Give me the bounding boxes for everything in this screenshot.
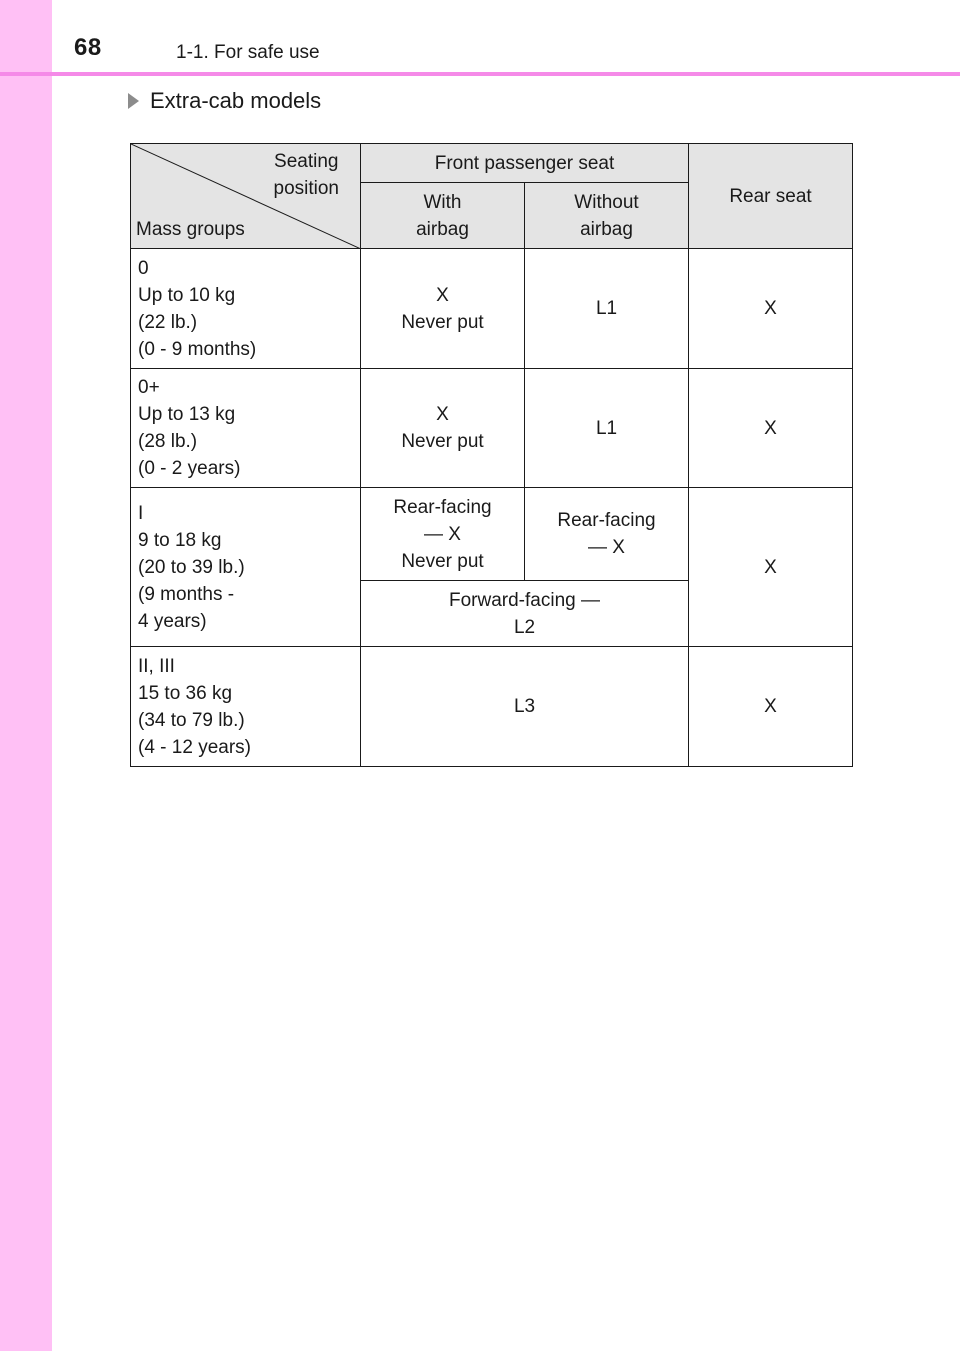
forward-facing-cell: Forward-facing — L2 xyxy=(361,581,689,647)
header-rule xyxy=(0,72,960,76)
mass-groups-label: Mass groups xyxy=(136,219,245,240)
seating-position-label: Seating position xyxy=(273,151,339,199)
without-airbag-cell: L1 xyxy=(525,369,689,488)
subheading xyxy=(128,88,321,114)
mass-group-cell: 0 Up to 10 kg (22 lb.) (0 - 9 months) xyxy=(131,249,361,369)
rear-seat-cell: X xyxy=(689,488,853,647)
page-number: 68 xyxy=(74,34,102,61)
table-row xyxy=(131,488,853,581)
table-row xyxy=(131,369,853,488)
front-passenger-cell: L3 xyxy=(361,647,689,767)
side-strip xyxy=(0,0,52,1351)
with-airbag-cell: X Never put xyxy=(361,369,525,488)
subheading-text: Extra-cab models xyxy=(150,88,322,113)
front-passenger-seat-header: Front passenger seat xyxy=(361,144,689,183)
table-row xyxy=(131,647,853,767)
rear-seat-cell: X xyxy=(689,369,853,488)
without-airbag-cell: L1 xyxy=(525,249,689,369)
section-title: 1-1. For safe use xyxy=(176,42,320,63)
without-airbag-cell: Rear-facing — X xyxy=(525,488,689,581)
table-row xyxy=(131,249,853,369)
with-airbag-header: With airbag xyxy=(361,183,525,249)
rear-seat-cell: X xyxy=(689,647,853,767)
rear-seat-cell: X xyxy=(689,249,853,369)
triangle-right-icon xyxy=(128,93,139,109)
without-airbag-header: Without airbag xyxy=(525,183,689,249)
rear-seat-header: Rear seat xyxy=(689,144,853,249)
mass-group-cell: II, III 15 to 36 kg (34 to 79 lb.) (4 - 12 years) xyxy=(131,647,361,767)
with-airbag-cell: X Never put xyxy=(361,249,525,369)
mass-group-cell: I 9 to 18 kg (20 to 39 lb.) (9 months - 4 years) xyxy=(131,488,361,647)
corner-header xyxy=(131,144,361,249)
mass-group-cell: 0+ Up to 13 kg (28 lb.) (0 - 2 years) xyxy=(131,369,361,488)
with-airbag-cell: Rear-facing — X Never put xyxy=(361,488,525,581)
seating-table xyxy=(130,143,853,767)
